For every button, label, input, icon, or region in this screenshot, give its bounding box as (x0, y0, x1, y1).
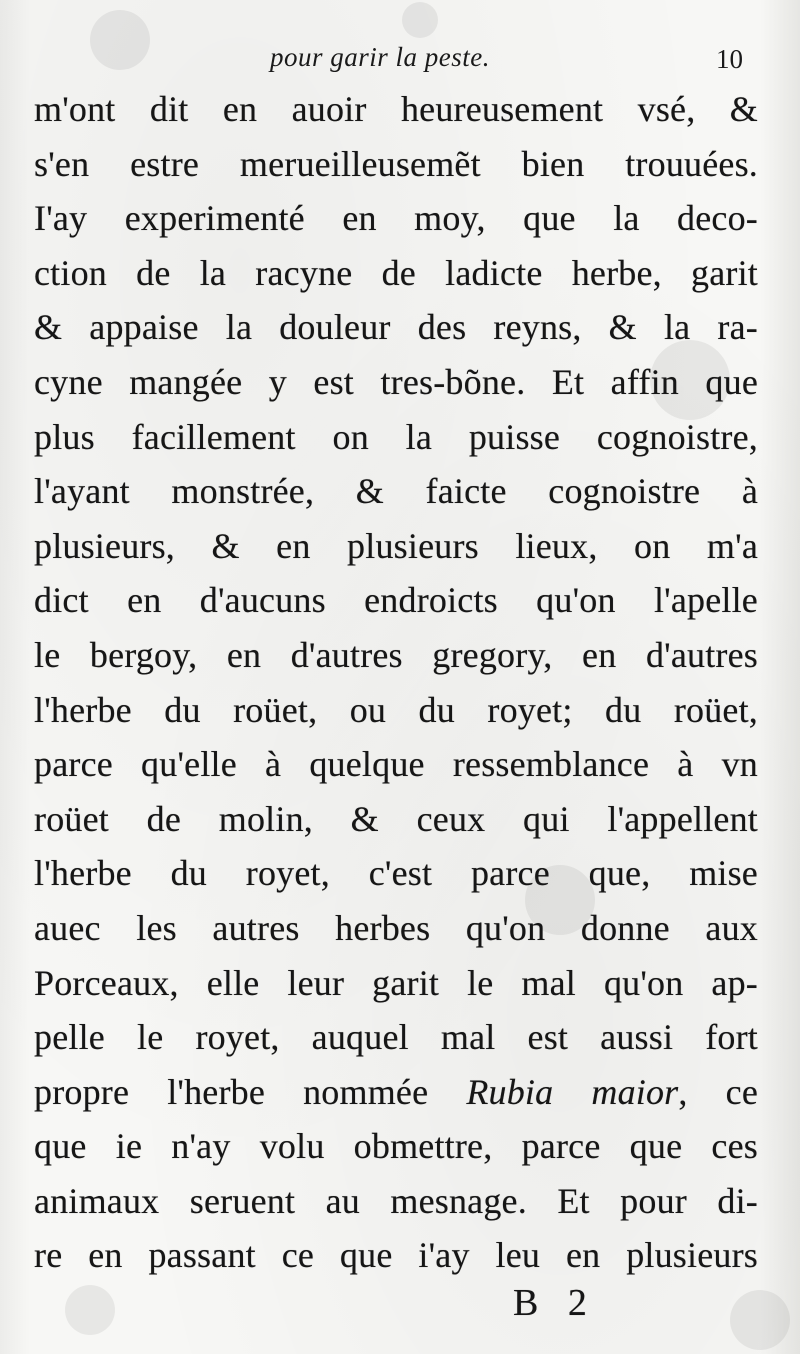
text-line: plusieurs, & en plusieurs lieux, on m'a (34, 525, 758, 566)
text-line: & appaise la douleur des reyns, & la ra- (34, 307, 758, 348)
text-line: le bergoy, en d'autres gregory, en d'autres (34, 634, 758, 675)
text-line: l'ayant monstrée, & faicte cognoistre à (34, 471, 758, 512)
text-line: pelle le royet, auquel mal est aussi fort (34, 1017, 758, 1058)
text-line: roüet de molin, & ceux qui l'appellent (34, 798, 758, 839)
body-text (34, 82, 758, 1283)
text-line: cyne mangée y est tres-bõne. Et affin que (34, 361, 758, 402)
text-line: que ie n'ay volu obmettre, parce que ces (34, 1126, 758, 1167)
text-line: m'ont dit en auoir heureusement vsé, & (34, 89, 758, 129)
text-line: re en passant ce que i'ay leu en plusieurs (34, 1235, 758, 1276)
page-number: 10 (716, 44, 743, 74)
running-head: pour garir la peste. (270, 42, 491, 72)
text-line: Porceaux, elle leur garit le mal qu'on ap- (34, 962, 758, 1003)
italic-term: Rubia maior (466, 1071, 679, 1112)
text-line: I'ay experimenté en moy, que la deco- (34, 198, 758, 239)
text-line: s'en estre merueilleusemẽt bien trouuées. (34, 143, 758, 184)
page-header (0, 42, 800, 82)
text-line: l'herbe du royet, c'est parce que, mise (34, 853, 758, 894)
text-line-with-italic (34, 1065, 758, 1120)
text-run: propre l'herbe nommée (34, 1071, 467, 1112)
signature-mark: B 2 (513, 1282, 597, 1324)
text-run: , ce (678, 1071, 759, 1112)
text-line: animaux seruent au mesnage. Et pour di- (34, 1180, 758, 1221)
text-line: parce qu'elle à quelque ressemblance à vn (34, 744, 758, 785)
text-line: dict en d'aucuns endroicts qu'on l'apelle (34, 580, 758, 621)
text-line: l'herbe du roüet, ou du royet; du roüet, (34, 689, 758, 730)
text-line: plus facillement on la puisse cognoistre, (34, 416, 758, 457)
text-line: auec les autres herbes qu'on donne aux (34, 907, 758, 948)
text-line: ction de la racyne de ladicte herbe, garit (34, 252, 758, 293)
